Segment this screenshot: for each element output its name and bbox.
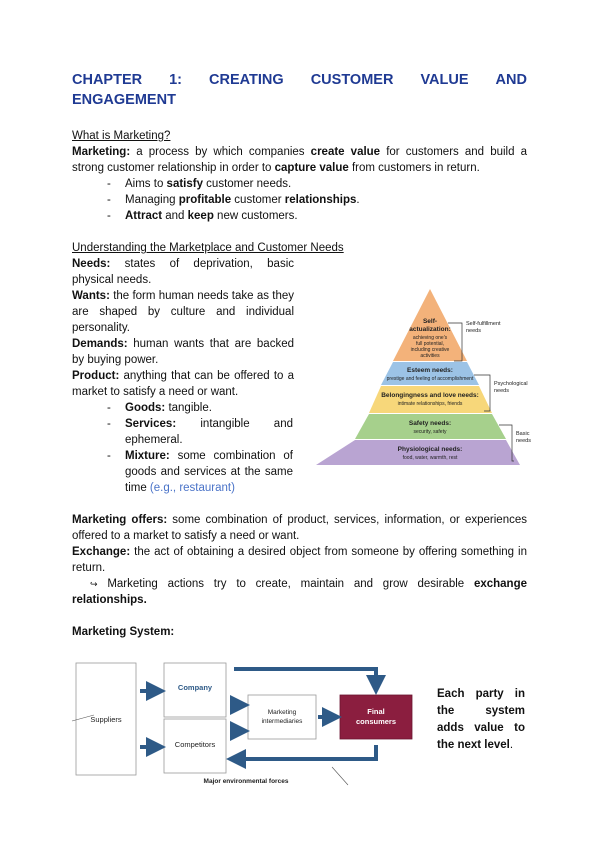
text: the act of obtaining a desired object from someone by offering something in return. — [72, 546, 527, 574]
section-heading-what-is: What is Marketing? — [72, 130, 171, 142]
chapter-title — [72, 70, 527, 110]
level-title: Esteem needs: — [407, 367, 453, 374]
suppliers-label: Suppliers — [90, 715, 122, 724]
title-word: VALUE — [420, 72, 469, 88]
goods-item — [125, 400, 293, 416]
side-label-self-fulfillment: needs — [466, 328, 481, 334]
text: states of deprivation, basic physical needs. — [72, 258, 294, 286]
mixture-item — [125, 448, 293, 496]
bullet-dash: - — [107, 210, 111, 222]
term: Marketing: — [72, 146, 131, 158]
marketing-system-diagram — [70, 655, 430, 790]
text: some combination of goods and services at the same time — [125, 450, 293, 494]
bullet-item — [125, 208, 298, 224]
exchange-definition — [72, 544, 527, 576]
text: . — [509, 739, 514, 751]
bullet-dash: - — [107, 178, 111, 190]
text: intangible and ephemeral. — [125, 418, 293, 446]
level-title: Physiological needs: — [397, 446, 463, 453]
maslow-pyramid-figure — [314, 285, 546, 467]
bullet-item — [125, 192, 360, 208]
section-heading-marketplace: Understanding the Marketplace and Customer Needs — [72, 242, 344, 254]
text: tangible. — [165, 402, 212, 414]
final-consumers-label: Final — [367, 707, 385, 716]
marketing-actions-note — [72, 576, 527, 608]
bullet-dash: - — [107, 450, 111, 462]
term: Exchange: — [72, 546, 131, 558]
demands-definition — [72, 336, 294, 368]
text: . — [356, 194, 360, 206]
text: and — [162, 210, 188, 222]
final-consumers-label: consumers — [355, 717, 397, 726]
term: Marketing offers: — [72, 514, 168, 526]
side-note-line: adds value to — [437, 722, 525, 734]
title-word: AND — [495, 72, 527, 88]
term: Services: — [125, 418, 177, 430]
wants-definition — [72, 288, 294, 336]
term: Goods: — [125, 402, 166, 414]
text: anything that can be offered to a market to satisfy a need or want. — [72, 370, 294, 398]
system-side-note — [437, 686, 525, 754]
side-label-basic: Basic — [516, 431, 530, 437]
term: Mixture: — [125, 450, 170, 462]
intermediaries-box — [248, 695, 316, 739]
side-label-basic: needs — [516, 438, 531, 444]
term: Needs: — [72, 258, 111, 270]
text: the next level — [437, 739, 510, 751]
level-desc: full potential, — [415, 341, 445, 347]
title-word: CUSTOMER — [310, 72, 394, 88]
level-desc: intimate relationships, friends — [397, 401, 463, 407]
level-desc: activities — [420, 353, 440, 359]
level-desc: security, safety — [413, 429, 447, 435]
pyramid-level-belonging — [369, 386, 492, 413]
side-note-line — [437, 737, 525, 754]
marketing-offers-definition — [72, 512, 527, 544]
bullet-item — [125, 176, 291, 192]
term: profitable — [178, 194, 232, 206]
term: relationships — [284, 194, 357, 206]
title-line-2: ENGAGEMENT — [72, 92, 176, 108]
side-label-psychological: Psychological — [494, 381, 528, 387]
marketing-definition — [72, 144, 527, 176]
term: Product: — [72, 370, 120, 382]
text: for customers and build a strong customer relationship in order to — [72, 146, 528, 174]
term: capture value — [274, 162, 349, 174]
title-word: CREATING — [209, 72, 284, 88]
arrow-icon: ↪ — [90, 579, 98, 589]
side-label-psychological: needs — [494, 388, 509, 394]
company-label: Company — [177, 683, 213, 692]
text: customer needs. — [202, 178, 292, 190]
term: Wants: — [72, 290, 110, 302]
bullet-dash: - — [107, 402, 111, 414]
text: some combination of product, services, information, or experiences offered to a market to satisfy a need or want. — [72, 514, 527, 542]
text: human wants that are backed by buying power. — [72, 338, 294, 366]
arrow-top-loop — [238, 669, 376, 685]
level-desc: including creative — [410, 347, 450, 353]
text: Marketing actions try to create, maintain and grow desirable — [97, 578, 474, 590]
term: Demands: — [72, 338, 128, 350]
text: a process by which companies — [130, 146, 311, 158]
level-desc: prestige and feeling of accomplishment — [386, 376, 474, 382]
level-title: Belongingness and love needs: — [381, 392, 479, 399]
level-title: actualization: — [409, 326, 451, 333]
text: the form human needs take as they are shaped by culture and individual personality. — [72, 290, 294, 334]
services-item — [125, 416, 293, 448]
title-word: 1: — [169, 72, 183, 88]
text: new customers. — [213, 210, 298, 222]
level-title: Self- — [422, 318, 438, 325]
level-desc: achieving one's — [412, 335, 448, 341]
term: Attract — [125, 210, 163, 222]
level-desc: food, water, warmth, rest — [402, 455, 458, 461]
text: Managing — [125, 194, 179, 206]
intermediaries-label: Marketing — [267, 709, 297, 716]
side-note-line: the system — [437, 705, 525, 717]
side-note-line: Each party in — [437, 688, 525, 700]
title-word: CHAPTER — [72, 72, 143, 88]
text: Aims to — [125, 178, 167, 190]
arrow-bottom-loop — [236, 745, 376, 759]
section-heading-marketing-system: Marketing System: — [72, 626, 175, 638]
environmental-forces-label: Major environmental forces — [203, 778, 289, 785]
competitors-label: Competitors — [174, 740, 216, 749]
bullet-dash: - — [107, 418, 111, 430]
level-title: Safety needs: — [408, 420, 452, 427]
bullet-dash: - — [107, 194, 111, 206]
term: exchange relationships. — [72, 578, 527, 606]
text: from customers in return. — [348, 162, 480, 174]
term: keep — [187, 210, 214, 222]
term: satisfy — [166, 178, 203, 190]
example-text: (e.g., restaurant) — [149, 482, 235, 494]
intermediaries-label: intermediaries — [261, 718, 303, 725]
term: create value — [310, 146, 381, 158]
side-label-self-fulfillment: Self-fulfillment — [466, 321, 501, 327]
needs-definition — [72, 256, 294, 288]
text: customer — [231, 194, 285, 206]
product-definition — [72, 368, 294, 400]
